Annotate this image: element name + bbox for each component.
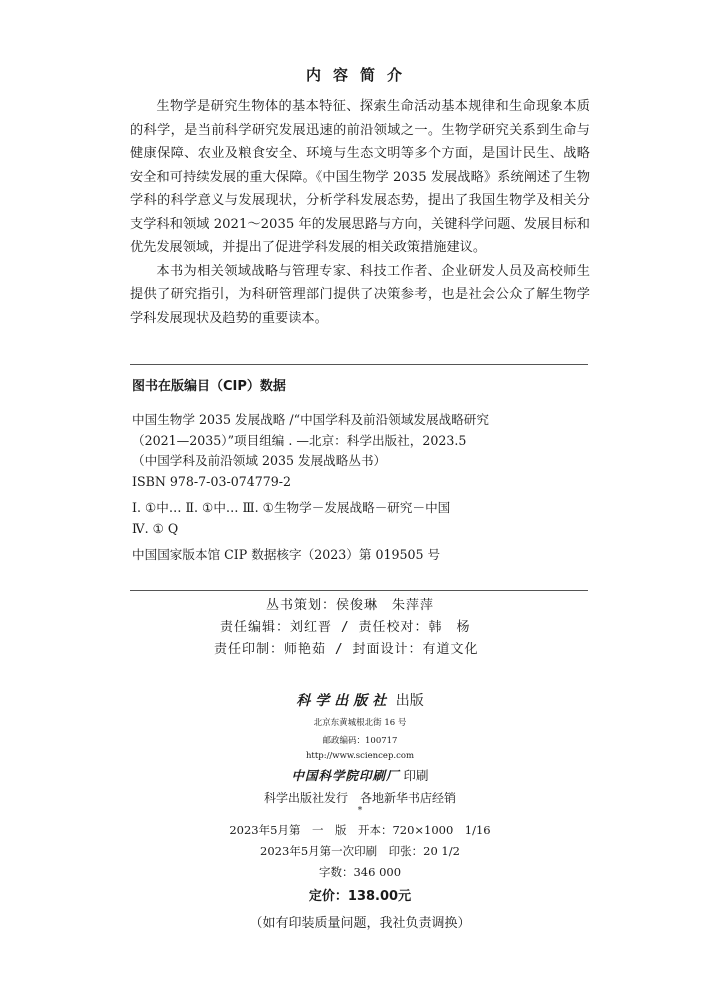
- publisher-line: [0, 690, 720, 710]
- intro-title: 内容简介: [305, 66, 414, 84]
- intro-paragraph-2: 本书为相关领域战略与管理专家、科技工作者、企业研发人员及高校师生提供了研究指引，为科研管理部门提供了决策参考，也是社会公众了解生物学学科发展现状及趋势的重要读本。: [130, 263, 590, 326]
- word-count: 字数：346 000: [318, 865, 402, 879]
- printing-cover-design: 责任印制：师艳茹 / 封面设计：有道文化: [214, 642, 479, 657]
- publisher-suffix: 出版: [395, 693, 424, 709]
- separator-star: *: [357, 806, 363, 816]
- cip-isbn: ISBN 978-7-03-074779-2: [132, 473, 292, 489]
- cip-line-2: （2021—2035）”项目组编 . —北京：科学出版社，2023.5: [132, 432, 467, 448]
- publisher-address: 北京东黄城根北街 16 号: [313, 718, 407, 728]
- cip-heading: 图书在版编目（CIP）数据: [132, 379, 286, 394]
- divider-bottom: [130, 590, 588, 591]
- price: 定价：138.00元: [308, 889, 412, 904]
- distribution: 科学出版社发行 各地新华书店经销: [263, 791, 456, 805]
- intro-body: [130, 95, 590, 330]
- divider-top: [130, 364, 588, 365]
- cip-number: 中国国家版本馆 CIP 数据核字（2023）第 019505 号: [132, 547, 441, 562]
- cip-classification-1: Ⅰ. ①中… Ⅱ. ①中… Ⅲ. ①生物学－发展战略－研究－中国: [132, 500, 451, 515]
- cip-line-1: 中国生物学 2035 发展战略 /“中国学科及前沿领域发展战略研究: [132, 412, 489, 427]
- series-planning: 丛书策划：侯俊琳 朱萍萍: [266, 598, 435, 613]
- printer-suffix: 印刷: [403, 768, 429, 783]
- publisher-logo-text: 科学出版社: [296, 693, 392, 709]
- intro-paragraph-1: 生物学是研究生物体的基本特征、探索生命活动基本规律和生命现象本质的科学，是当前科学研究发展迅速的前沿领域之一。生物学研究关系到生命与健康保障、农业及粮食安全、环境与生态文明等多个方面，是国计民生、战略安全和可持续发展的重大保障。《中国生物学 2035 发展战略》系统阐述了生物学科的科学意义与发展现状，分析学科发展态势，提出了我国生物学及相关分支学科和领域 2021～2035 年的发展思路与方向，关键科学问题、发展目标和优先发展领域，并提出了促进学科发展的相关政策措施建议。: [130, 99, 590, 255]
- cip-block: [132, 410, 592, 566]
- quality-note: （如有印装质量问题，我社负责调换）: [249, 916, 471, 931]
- edition-format: 2023年5月第 一 版 开本：720×1000 1/16: [229, 823, 491, 837]
- cip-line-3: （中国学科及前沿领域 2035 发展战略丛书）: [132, 453, 387, 468]
- cip-classification-2: Ⅳ. ① Q: [132, 520, 179, 536]
- website: http://www.sciencep.com: [305, 751, 415, 761]
- editor-proofreader: 责任编辑：刘红晋 / 责任校对：韩 杨: [220, 620, 471, 635]
- printer-line: [0, 766, 720, 784]
- printing-sheets: 2023年5月第一次印刷 印张：20 1/2: [260, 844, 460, 858]
- printer-logo-text: 中国科学院印刷厂: [291, 768, 400, 783]
- postcode: 邮政编码：100717: [322, 736, 398, 746]
